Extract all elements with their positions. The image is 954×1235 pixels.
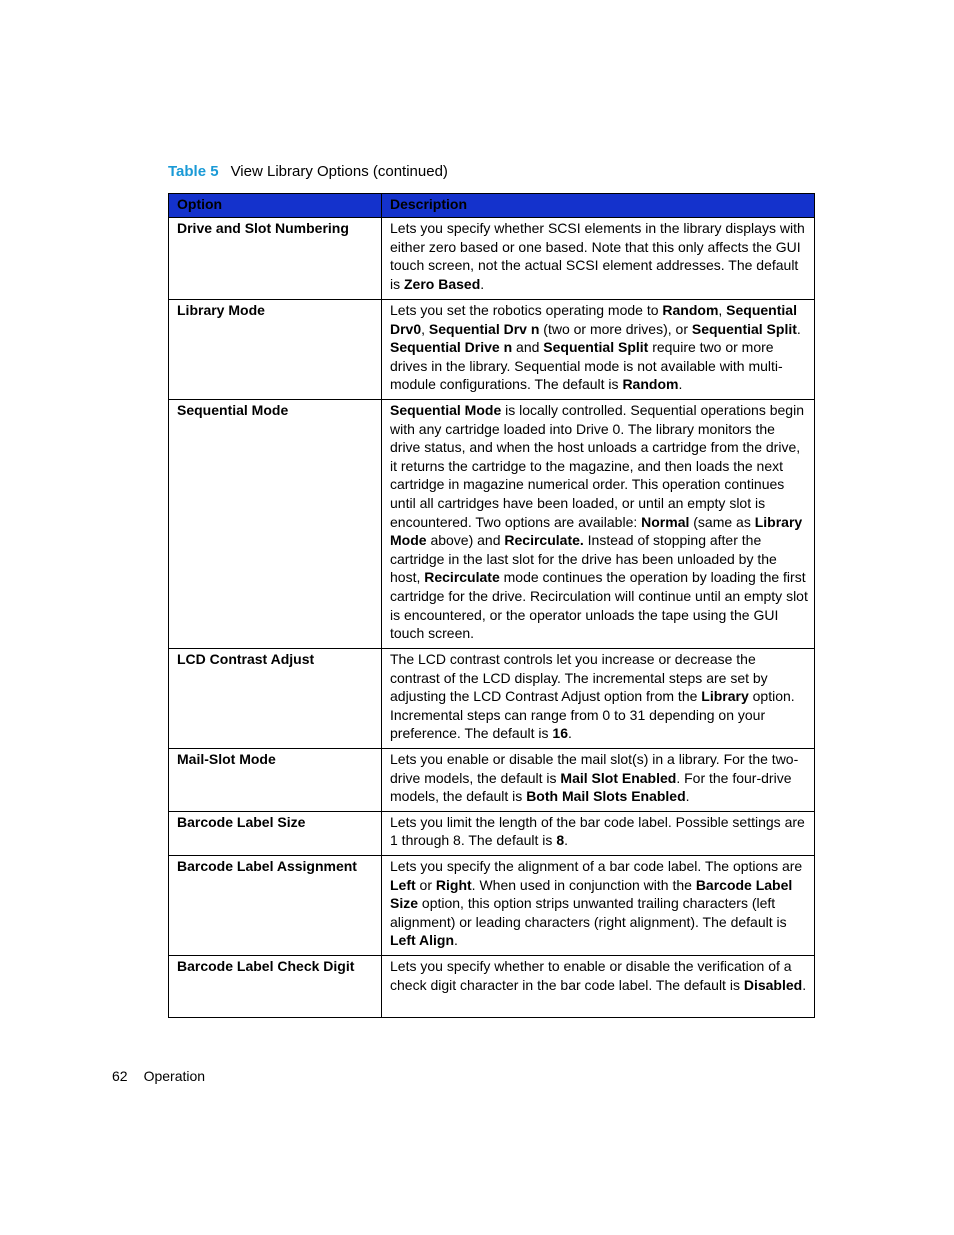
text-run: option. Incremental steps can range from 0 to 31 depending on your preference. The default is	[390, 688, 795, 742]
option-description	[382, 855, 815, 955]
table-number: Table 5	[168, 163, 219, 180]
emphasized-text: Barcode Label Size	[390, 876, 793, 912]
text-run: option, this option strips unwanted trailing characters (left alignment) or leading characters (right alignment). The default is	[390, 895, 787, 930]
option-description	[382, 218, 815, 300]
text-run: .	[685, 788, 690, 805]
text-run: . For the four-drive models, the default is	[390, 769, 792, 805]
emphasized-text: Mail Slot Enabled	[560, 769, 677, 786]
emphasized-text: 8	[556, 832, 565, 849]
emphasized-text: Normal	[641, 513, 690, 530]
text-run: .	[802, 976, 807, 993]
emphasized-text: Sequential Mode	[390, 402, 502, 418]
emphasized-text: Sequential Drive n	[390, 339, 513, 356]
emphasized-text: Recirculate	[424, 569, 500, 586]
table-row	[169, 955, 815, 1017]
text-run: ,	[421, 320, 429, 337]
option-description	[382, 649, 815, 749]
text-run: .	[564, 832, 568, 849]
text-run: or	[415, 876, 436, 893]
option-description	[382, 811, 815, 855]
option-name: Barcode Label Check Digit	[169, 955, 382, 1017]
table-row	[169, 300, 815, 400]
text-run: above) and	[426, 532, 505, 549]
table-row	[169, 218, 815, 300]
emphasized-text: Recirculate.	[504, 532, 584, 549]
text-run: .	[480, 275, 485, 292]
text-run: .	[796, 320, 801, 337]
text-run: (same as	[689, 513, 755, 530]
emphasized-text: Both Mail Slots Enabled	[526, 788, 686, 805]
text-run: is locally controlled. Sequential operations begin with any cartridge loaded into Drive 0. The library monitors the drive status, and when the host unloads a cartridge from the drive, it returns the cartridge to the magazine, and then loads the next cartridge in magazine numerical order. This operation continues until all cartridges have been loaded, or until an empty slot is encountered. Two options are available:	[390, 402, 804, 530]
section-name: Operation	[143, 1068, 206, 1084]
option-name: LCD Contrast Adjust	[169, 649, 382, 749]
option-description	[382, 400, 815, 649]
option-description	[382, 749, 815, 812]
text-run: .	[678, 376, 683, 393]
emphasized-text: Sequential Drv n	[428, 320, 540, 337]
options-table	[168, 193, 815, 1018]
text-run: ,	[718, 302, 727, 318]
text-run: Lets you specify whether SCSI elements in the library displays with either zero based or one based. Note that this only affects the GUI touch screen, not the actual SCSI element addresses. The default is	[390, 220, 805, 292]
text-run: and	[512, 339, 544, 356]
emphasized-text: Random	[622, 376, 679, 393]
table-row	[169, 749, 815, 812]
table-row	[169, 400, 815, 649]
emphasized-text: Sequential Split	[691, 320, 797, 337]
table-caption	[168, 162, 448, 182]
text-run: . When used in conjunction with the	[471, 876, 696, 893]
text-run: The LCD contrast controls let you increase or decrease the contrast of the LCD display. The incremental steps are set by adjusting the LCD Contrast Adjust option from the	[390, 651, 768, 705]
emphasized-text: Zero Based	[404, 275, 481, 292]
option-name: Mail-Slot Mode	[169, 749, 382, 812]
emphasized-text: Left Align	[390, 932, 455, 949]
emphasized-text: Random	[662, 302, 719, 318]
table-header-row	[169, 194, 815, 218]
text-run: Lets you specify whether to enable or disable the verification of a check digit character in the bar code label. The default is	[390, 957, 792, 993]
text-run: mode continues the operation by loading the first cartridge for the drive. Recirculation will continue until an empty slot is encountered, or the operator unloads the tape using the GUI touch screen.	[390, 569, 808, 642]
table-row	[169, 649, 815, 749]
option-name: Library Mode	[169, 300, 382, 400]
text-run: Lets you enable or disable the mail slot(s) in a library. For the two-drive models, the default is	[390, 751, 799, 786]
emphasized-text: Sequential Split	[543, 339, 649, 356]
emphasized-text: Library	[701, 688, 749, 705]
option-name: Barcode Label Size	[169, 811, 382, 855]
option-name: Barcode Label Assignment	[169, 855, 382, 955]
emphasized-text: Left	[390, 876, 416, 893]
page-footer	[112, 1066, 205, 1086]
page-number: 62	[112, 1068, 128, 1084]
text-run: require two or more drives in the library. Sequential mode is not available with multi-module configurations. The default is	[390, 339, 783, 393]
table-row	[169, 811, 815, 855]
emphasized-text: 16	[552, 725, 568, 742]
table-row	[169, 855, 815, 955]
option-name: Drive and Slot Numbering	[169, 218, 382, 300]
text-run: .	[567, 725, 572, 742]
text-run: Instead of stopping after the cartridge in the last slot for the drive has been unloaded by the host,	[390, 532, 777, 586]
column-header-description: Description	[382, 194, 815, 218]
column-header-option: Option	[169, 194, 382, 218]
text-run: (two or more drives), or	[539, 320, 692, 337]
emphasized-text: Disabled	[743, 976, 803, 993]
option-name: Sequential Mode	[169, 400, 382, 649]
text-run: .	[454, 932, 458, 949]
text-run: Lets you limit the length of the bar code label. Possible settings are 1 through 8. The default is	[390, 813, 805, 849]
emphasized-text: Library Mode	[390, 513, 803, 549]
text-run: Lets you specify the alignment of a bar code label. The options are	[390, 857, 803, 874]
table-title: View Library Options (continued)	[230, 163, 448, 180]
emphasized-text: Sequential Drv0	[390, 302, 797, 337]
text-run: Lets you set the robotics operating mode to	[390, 302, 663, 318]
option-description	[382, 955, 815, 1017]
option-description	[382, 300, 815, 400]
emphasized-text: Right	[435, 876, 472, 893]
